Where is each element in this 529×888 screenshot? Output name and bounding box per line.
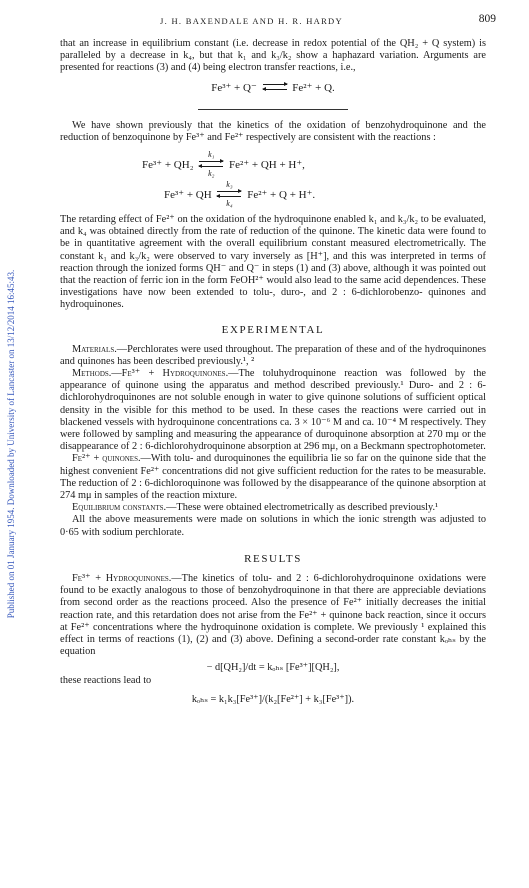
equilibrium-arrow-icon — [217, 180, 241, 209]
kobs-equation: kₒₕₛ = k₁k₃[Fe³⁺]/(k₂[Fe²⁺] + k₃[Fe³⁺]). — [191, 693, 355, 705]
rate-constant-forward: k₁ — [208, 150, 215, 160]
experimental-heading: EXPERIMENTAL — [221, 323, 325, 336]
publication-sidebar — [0, 0, 22, 888]
lead-text: these reactions lead to — [60, 675, 152, 687]
methods-text: —The toluhydroquinone reaction was followed by the appearance of quinone using the apparatus and method described previously.¹ Duro- and 2 : 6-dichlorohydroquinones are not soluble enough in water to give quinone solutions of sufficient optical density in the visible for this method to be used. In these cases the reactions were carried out in blackened vessels with hydroquinone concentrations ca. 3 × 10⁻⁶ M and ca. 10⁻⁴ M respectively. They were followed by sampling and measuring the appearance of duroquinone absorption at 270 mμ or the disappearance of 2 : 6-dichlorohydroquinone absorption at 296 mμ, on a Beckmann spectrophotometer. — [60, 368, 486, 453]
reaction-1 — [142, 150, 486, 179]
rate-constant-forward: k₃ — [226, 180, 233, 190]
equation-right: Fe²⁺ + Q. — [292, 81, 335, 94]
running-head: J. H. BAXENDALE AND H. R. HARDY — [160, 16, 343, 26]
equilibrium-paragraph — [60, 502, 486, 514]
reaction-1-left: Fe³⁺ + QH₂ — [142, 159, 194, 172]
rate-equation: − d[QH₂]/dt = kₒₕₛ [Fe³⁺][QH₂], — [206, 662, 340, 674]
materials-paragraph — [60, 344, 486, 368]
body-paragraph-2: The retarding effect of Fe²⁺ on the oxidation of the hydroquinone enabled k₁ and k₃/k₂ to be evaluated, and k₄ was obtained directly from the rate of reduction of the quinone. The kinetic data were found to be in quantitative agreement with the overall equilibrium constant measured electrometrically. The constant k₁ and k₃/k₂ were observed to vary inversely as [H⁺], and this was interpreted in terms of reaction through the ionized forms QH⁻ and Q⁻ in steps (1) and (3) above, although it was pointed out that the reaction of ferric ion in the form FeOH²⁺ would also lead to the same acid dependences. These investigations have now been extended to tolu-, duro-, and 2 : 6-dichlorobenzo- quinones and hydroquinones. — [60, 214, 486, 311]
materials-label: Materials. — [72, 343, 117, 355]
equilibrium-label: Equilibrium constants. — [72, 502, 167, 514]
methods-label: Methods.—Fe³⁺ + Hydroquinones. — [72, 368, 229, 380]
reaction-2 — [164, 180, 486, 209]
rate-constant-reverse: k₂ — [208, 169, 215, 179]
page-number: 809 — [478, 13, 496, 25]
fe2-quinones-paragraph — [60, 453, 486, 502]
results-text: —The kinetics of tolu- and 2 : 6-dichlorohydroquinone oxidations were found to be exactly analogous to those of benzohydroquinone in that there are appreciable deviations from second order as the reactions proceed. Also the presence of Fe²⁺ initially decreases the initial reaction rate, and this retardation does not arise from the Fe²⁺ + quinone back reaction, since it occurs at Fe²⁺ concentrations where the hydroquinone oxidation is complete. We previously ¹ explained this effect in terms of reactions (1), (2) and (3) above. Defining a second-order rate constant kₒₕₛ by the equation — [60, 572, 486, 658]
results-label: Fe³⁺ + Hydroquinones. — [72, 572, 172, 584]
reaction-1-right: Fe²⁺ + QH + H⁺, — [229, 159, 305, 172]
equilibrium-arrow-icon — [199, 150, 223, 179]
intro-paragraph: that an increase in equilibrium constant (i.e. decrease in redox potential of the QH₂ + Q system) is paralleled by a decrease in k₄, but that k₁ and k₃/k₂ show a haphazard variation. Arguments are presented for reactions (3) and (4) being electron transfer reactions, i.e., — [60, 38, 486, 74]
section-divider — [198, 109, 348, 110]
results-heading: RESULTS — [244, 552, 302, 565]
page-header — [0, 0, 529, 40]
electron-transfer-equation — [60, 81, 486, 97]
equation-left: Fe³⁺ + Q⁻ — [211, 81, 257, 94]
article-body — [60, 38, 486, 705]
body-paragraph-1: We have shown previously that the kinetics of the oxidation of benzohydroquinone and the reduction of benzoquinone by Fe³⁺ and Fe²⁺ respectively are consistent with the reactions : — [60, 119, 486, 143]
methods-paragraph — [60, 368, 486, 453]
rate-constant-reverse: k₄ — [226, 199, 233, 209]
reaction-2-left: Fe³⁺ + QH — [164, 189, 212, 202]
materials-text: —Perchlorates were used throughout. The preparation of these and of the hydroquinones and quinones has been described previously.¹, ² — [60, 343, 486, 367]
equilibrium-arrow-icon — [263, 83, 287, 93]
fe2-quinones-label: Fe²⁺ + quinones. — [72, 453, 141, 465]
fe2-quinones-text: —With tolu- and duroquinones the equilibria lie so far on the quinone side that the highest convenient Fe²⁺ concentrations did not give sufficient reduction for the rates to be measurable. The reduction of 2 : 6-dichloroquinone was followed by the disappearance of the quinone absorption at 274 mμ in samples of the reaction mixture. — [60, 453, 486, 502]
results-paragraph — [60, 573, 486, 658]
equilibrium-text: —These were obtained electrometrically as described previously.¹ — [166, 502, 439, 514]
ionic-strength-paragraph: All the above measurements were made on solutions in which the ionic strength was adjusted to 0·65 with sodium perchlorate. — [60, 514, 486, 538]
publication-notice-link[interactable]: Published on 01 January 1954. Downloaded by University of Lancaster on 13/12/2014 16:45:43. — [6, 269, 16, 619]
reaction-2-right: Fe²⁺ + Q + H⁺. — [247, 189, 316, 202]
